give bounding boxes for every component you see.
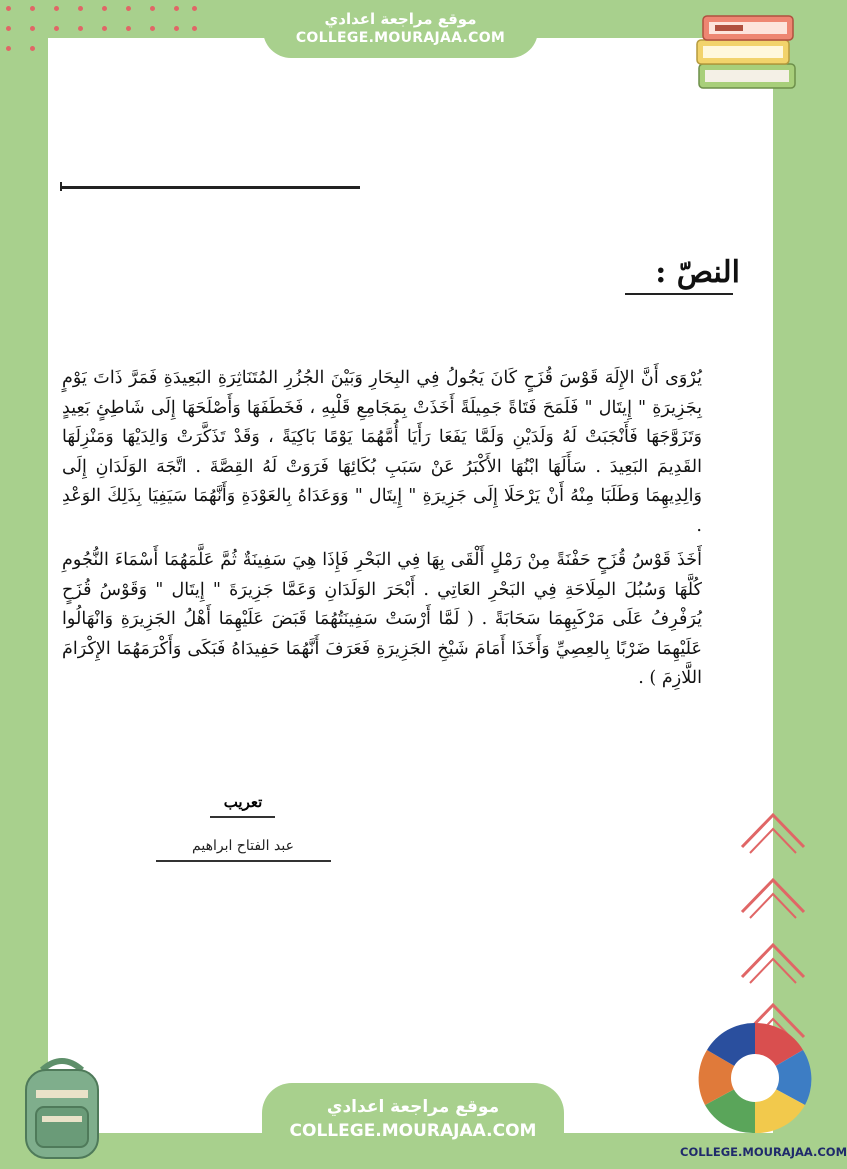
site-name-ar: موقع مراجعة اعدادي <box>324 10 477 28</box>
signature-underline <box>156 860 331 862</box>
site-url-bottom[interactable]: COLLEGE.MOURAJAA.COM <box>289 1121 537 1141</box>
top-rule <box>60 186 360 189</box>
signature-name: عبد الفتاح ابراهيم <box>192 838 294 854</box>
heading-underline <box>625 293 733 295</box>
site-url[interactable]: COLLEGE.MOURAJAA.COM <box>295 30 506 46</box>
site-logo-icon <box>693 1020 817 1138</box>
books-icon <box>695 12 805 97</box>
text-heading: النصّ : <box>655 255 740 290</box>
signature-label-underline <box>210 816 275 818</box>
site-banner-top[interactable] <box>263 0 538 58</box>
backpack-icon <box>12 1052 112 1162</box>
paragraph-2: أَخَذَ قَوْسُ قُزَحٍ حَفْنَةً مِنْ رَمْلٍ أَلْقَى بِهَا فِي البَحْرِ فَإِذَا هِيَ سَفِينَةٌ ثُمَّ عَلَّمَهُمَا أَسْمَاءَ النُّجُومِ كُلَّهَا وَسُبُلَ المِلَاحَةِ فِي البَحْرِ العَاتِي . أَبْحَرَ الوَلَدَانِ وَعَمَّا جَزِيرَةَ " إِيتَال " وَقَوْسُ قُزَحٍ يُرَفْرِفُ عَلَى مَرْكَبِهِمَا سَحَابَةً . ( لَمَّا أَرْسَتْ سَفِينَتُهُمَا قَبَضَ عَلَيْهِمَا أَهْلُ الجَزِيرَةِ وَانْهَالُوا عَلَيْهِمَا ضَرْبًا بِالعِصِيِّ وَأَخَذَا أَمَامَ شَيْخِ الجَزِيرَةِ فَعَرَفَ أَنَّهُمَا حَفِيدَاهُ فَبَكَى وَأَكْرَمَهُمَا الإِكْرَامَ اللَّازِمَ ) . <box>62 550 702 688</box>
chevron-up-icon <box>738 860 808 930</box>
chevron-up-icon <box>738 795 808 865</box>
logo-url-text[interactable]: COLLEGE.MOURAJAA.COM <box>680 1145 847 1159</box>
signature-label: تعريب <box>223 793 263 811</box>
site-banner-bottom[interactable] <box>262 1083 564 1169</box>
paragraph-1: يُرْوَى أَنَّ الإِلَهَ قَوْسَ قُزَحٍ كَانَ يَجُولُ فِي البِحَارِ وَبَيْنَ الجُزُرِ المُتَنَاثِرَةِ البَعِيدَةِ فَمَرَّ ذَاتَ يَوْمٍ بِجَزِيرَةِ " إِيتَال " فَلَمَحَ فَتَاةً جَمِيلَةً أَخَذَتْ بِمَجَامِعِ قَلْبِهِ ، فَخَطَفَهَا وَأَصْلَحَهَا إِلَى شَاطِئٍ بَعِيدٍ وَتَزَوَّجَهَا فَأَنْجَبَتْ لَهُ وَلَدَيْنِ وَلَمَّا يَفَعَا رَأَيَا أُمَّهُمَا يَوْمًا بَاكِيَةً ، وَقَدْ تَذَكَّرَتْ وَالِدَيْهَا وَمَنْزِلَهَا القَدِيمَ البَعِيدَ . سَأَلَهَا ابْنُهَا الأَكْبَرُ عَنْ سَبَبِ بُكَائِهَا فَرَوَتْ لَهُ القِصَّةَ . اتَّجَهَ الوَلَدَانِ إِلَى وَالِدِيهِمَا وَطَلَبَا مِنْهُ أَنْ يَرْحَلَا إِلَى جَزِيرَةِ " إِيتَال " وَوَعَدَاهُ بِالعَوْدَةِ وَأَنَّهُمَا سَيَفِيَا بِذَلِكَ الوَعْدِ . <box>62 368 702 536</box>
site-name-ar-bottom: موقع مراجعة اعدادي <box>326 1097 500 1117</box>
